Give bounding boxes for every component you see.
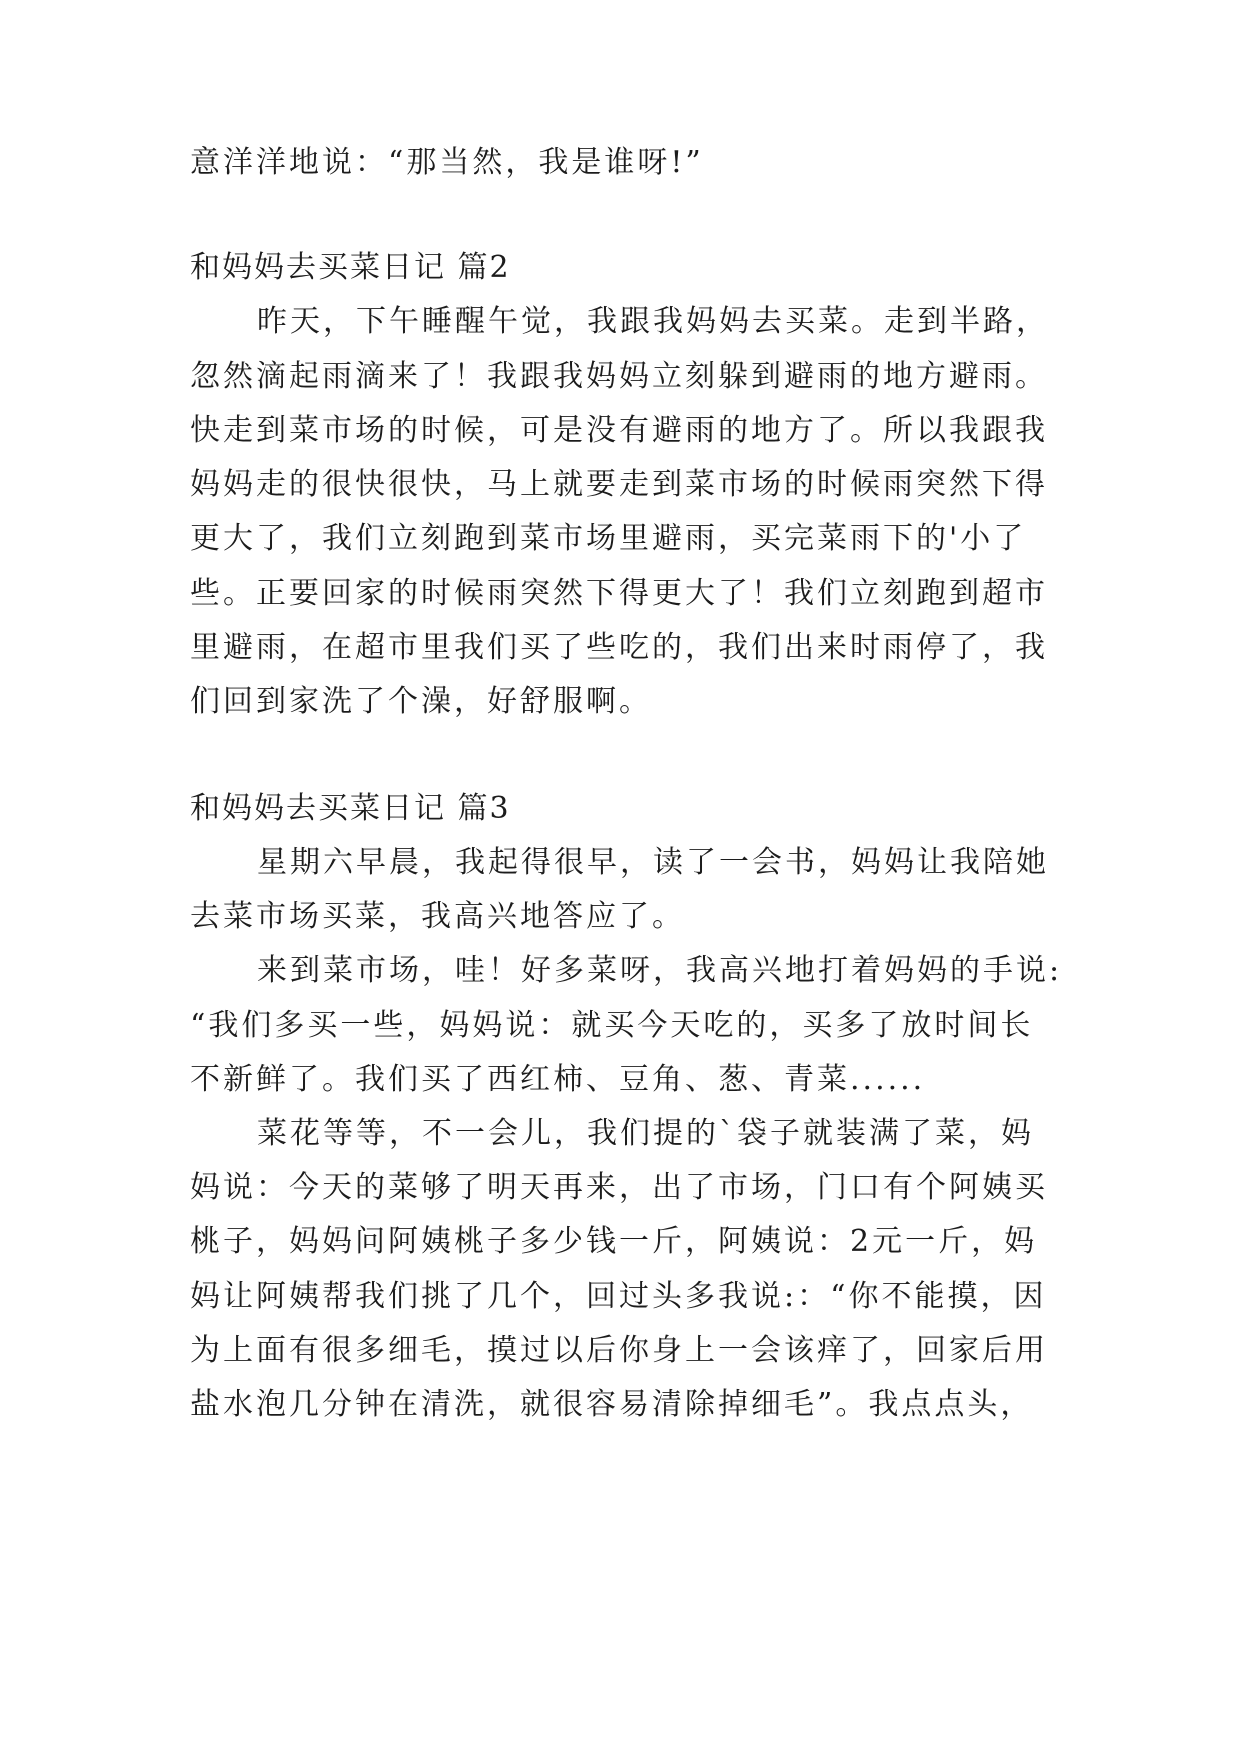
opening-line: 意洋洋地说：“那当然，我是谁呀!” <box>190 145 704 180</box>
section-2-line-7: 里避雨，在超市里我们买了些吃的，我们出来时雨停了，我 <box>190 630 1048 665</box>
section-3-line-10: 为上面有很多细毛，摸过以后你身上一会该痒了，回家后用 <box>190 1333 1048 1368</box>
section-3-line-2: 去菜市场买菜，我高兴地答应了。 <box>190 899 685 934</box>
section-2-line-2: 忽然滴起雨滴来了！我跟我妈妈立刻躲到避雨的地方避雨。 <box>190 359 1048 394</box>
section-3-line-8: 桃子，妈妈问阿姨桃子多少钱一斤，阿姨说：2元一斤，妈 <box>190 1224 1038 1259</box>
section-2-line-3: 快走到菜市场的时候，可是没有避雨的地方了。所以我跟我 <box>190 413 1048 448</box>
section-3-line-6: 菜花等等，不一会儿，我们提的`袋子就装满了菜，妈 <box>257 1116 1034 1151</box>
section-2-line-4: 妈妈走的很快很快，马上就要走到菜市场的时候雨突然下得 <box>190 467 1048 502</box>
section-2-line-1: 昨天，下午睡醒午觉，我跟我妈妈去买菜。走到半路， <box>257 304 1049 339</box>
section-3-line-4: “我们多买一些，妈妈说：就买今天吃的，买多了放时间长 <box>190 1008 1034 1043</box>
section-3-line-9: 妈让阿姨帮我们挑了几个，回过头多我说:：“你不能摸，因 <box>190 1279 1047 1314</box>
section-2-line-5: 更大了，我们立刻跑到菜市场里避雨，买完菜雨下的'小了 <box>190 521 1027 556</box>
section-3-line-3: 来到菜市场，哇！好多菜呀，我高兴地打着妈妈的手说: <box>257 953 1063 988</box>
section-3-line-7: 妈说：今天的菜够了明天再来，出了市场，门口有个阿姨买 <box>190 1170 1048 1205</box>
section-3-line-5: 不新鲜了。我们买了西红柿、豆角、葱、青菜...... <box>190 1062 926 1097</box>
section-2-line-6: 些。正要回家的时候雨突然下得更大了！我们立刻跑到超市 <box>190 576 1048 611</box>
section-3-line-11: 盐水泡几分钟在清洗，就很容易清除掉细毛”。我点点头， <box>190 1387 1034 1422</box>
section-2-line-8: 们回到家洗了个澡，好舒服啊。 <box>190 684 652 719</box>
section-3-line-1: 星期六早晨，我起得很早，读了一会书，妈妈让我陪她 <box>257 845 1049 880</box>
section-3-title: 和妈妈去买菜日记 篇3 <box>190 791 511 826</box>
section-2-title: 和妈妈去买菜日记 篇2 <box>190 250 511 285</box>
